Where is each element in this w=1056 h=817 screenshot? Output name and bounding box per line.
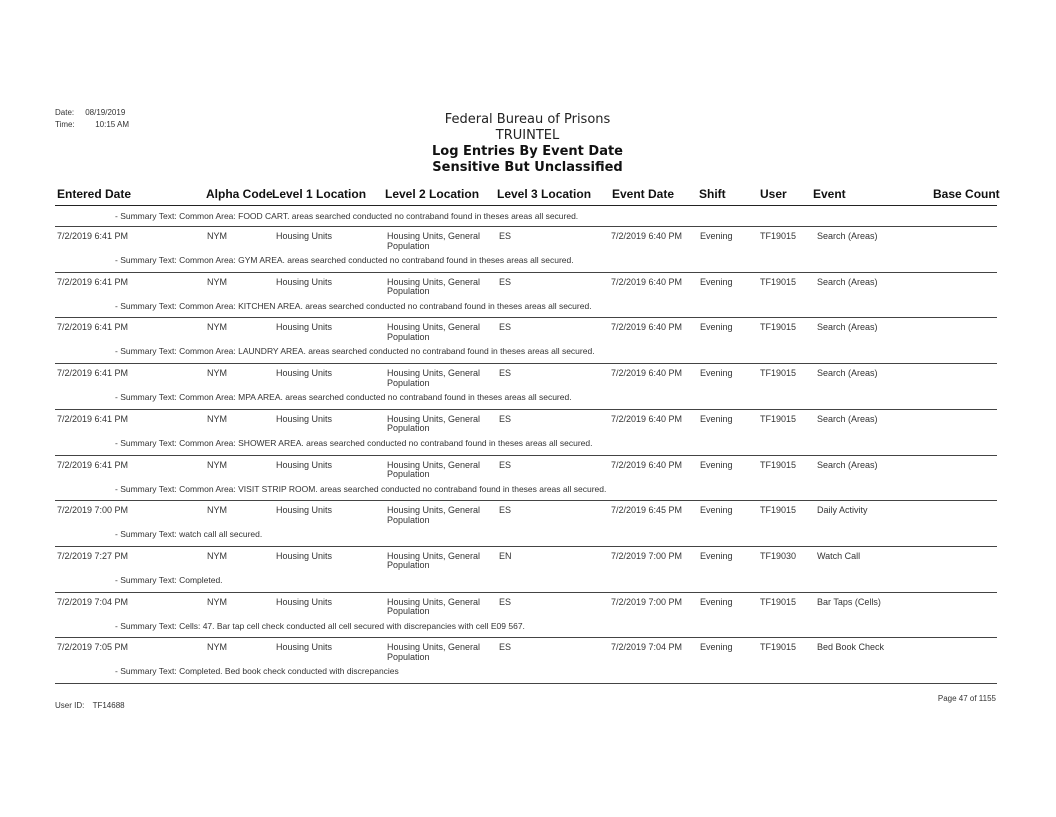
- shift-cell: Evening: [700, 322, 733, 333]
- column-header-row: [0, 187, 1056, 203]
- user-cell: TF19015: [760, 642, 797, 653]
- entered-date-cell: 7/2/2019 6:41 PM: [57, 459, 129, 470]
- user-id-value: TF14688: [92, 701, 125, 710]
- level3-cell: ES: [499, 596, 512, 607]
- event-date-cell: 7/2/2019 7:00 PM: [611, 596, 683, 607]
- user-cell: TF19015: [760, 368, 797, 379]
- shift-cell: Evening: [700, 413, 733, 424]
- summary-text: - Summary Text: Common Area: SHOWER AREA. areas searched conducted no contraband found in theses areas all secured.: [115, 437, 593, 448]
- level2-cell: Housing Units, General Population: [387, 231, 481, 251]
- alpha-code-cell: NYM: [207, 322, 227, 333]
- date-value: 08/19/2019: [85, 108, 126, 117]
- alpha-code-cell: NYM: [207, 276, 227, 287]
- level3-cell: ES: [499, 322, 512, 333]
- col-entered-date: Entered Date: [57, 187, 132, 201]
- entered-date-cell: 7/2/2019 6:41 PM: [57, 276, 129, 287]
- level1-cell: Housing Units: [276, 231, 333, 241]
- classification: Sensitive But Unclassified: [432, 160, 623, 175]
- alpha-code-cell: NYM: [207, 596, 227, 607]
- agency-name: Federal Bureau of Prisons: [444, 112, 611, 127]
- col-level1: Level 1 Location: [272, 187, 367, 201]
- alpha-code-cell: NYM: [207, 642, 227, 653]
- entered-date-cell: 7/2/2019 6:41 PM: [57, 322, 129, 333]
- level3-cell: ES: [499, 368, 512, 379]
- user-id-label: User ID:: [55, 701, 85, 710]
- col-alpha-code: Alpha Code: [206, 187, 273, 201]
- shift-cell: Evening: [700, 642, 733, 653]
- level2-cell: Housing Units, General Population: [387, 459, 481, 479]
- event-cell: Watch Call: [817, 550, 861, 561]
- event-date-cell: 7/2/2019 6:45 PM: [611, 505, 683, 516]
- row-divider: [55, 272, 997, 273]
- summary-text: - Summary Text: Common Area: GYM AREA. areas searched conducted no contraband found in theses areas all secured.: [115, 255, 574, 265]
- user-cell: TF19015: [760, 505, 797, 516]
- event-cell: Bar Taps (Cells): [817, 596, 881, 607]
- shift-cell: Evening: [700, 368, 733, 379]
- event-date-cell: 7/2/2019 6:40 PM: [611, 322, 683, 333]
- level3-cell: ES: [499, 505, 512, 516]
- user-cell: TF19015: [760, 596, 797, 607]
- footer-user: [55, 701, 125, 710]
- entered-date-cell: 7/2/2019 6:41 PM: [57, 231, 129, 241]
- time-label: Time:: [55, 120, 75, 129]
- col-event-date: Event Date: [612, 187, 675, 201]
- shift-cell: Evening: [700, 505, 733, 516]
- col-user: User: [760, 187, 787, 201]
- level3-cell: ES: [499, 642, 512, 653]
- event-cell: Search (Areas): [817, 322, 878, 333]
- summary-text: - Summary Text: Common Area: VISIT STRIP ROOM. areas searched conducted no contraband found in theses areas all secured.: [115, 483, 607, 494]
- row-divider: [55, 409, 997, 410]
- row-divider: [55, 455, 997, 456]
- summary-text: - Summary Text: Cells: 47. Bar tap cell check conducted all cell secured with discrepancies with cell E09 567.: [115, 620, 525, 631]
- event-cell: Search (Areas): [817, 276, 878, 287]
- event-cell: Search (Areas): [817, 459, 878, 470]
- entered-date-cell: 7/2/2019 7:27 PM: [57, 550, 129, 561]
- level2-cell: Housing Units, General Population: [387, 505, 481, 525]
- level1-cell: Housing Units: [276, 459, 333, 470]
- summary-text: - Summary Text: watch call all secured.: [115, 529, 263, 540]
- user-cell: TF19015: [760, 231, 797, 241]
- level1-cell: Housing Units: [276, 276, 333, 287]
- level1-cell: Housing Units: [276, 322, 333, 333]
- alpha-code-cell: NYM: [207, 368, 227, 379]
- alpha-code-cell: NYM: [207, 459, 227, 470]
- page-number: Page 47 of 1155: [937, 694, 996, 703]
- event-cell: Search (Areas): [817, 413, 878, 424]
- summary-text: - Summary Text: Common Area: LAUNDRY AREA. areas searched conducted no contraband found in theses areas all secured.: [115, 346, 595, 357]
- col-base-count: Base Count: [933, 187, 1000, 201]
- user-cell: TF19015: [760, 459, 797, 470]
- row-divider: [55, 592, 997, 593]
- event-date-cell: 7/2/2019 6:40 PM: [611, 459, 683, 470]
- report-date: [55, 108, 125, 117]
- row-divider: [55, 226, 997, 227]
- table-end-divider: [55, 683, 997, 684]
- entered-date-cell: 7/2/2019 7:04 PM: [57, 596, 129, 607]
- level3-cell: ES: [499, 276, 512, 287]
- shift-cell: Evening: [700, 231, 733, 241]
- row-divider: [55, 546, 997, 547]
- level2-cell: Housing Units, General Population: [387, 642, 481, 662]
- summary-text: - Summary Text: Common Area: FOOD CART. areas searched conducted no contraband found in theses areas all secured.: [115, 211, 579, 221]
- summary-text: - Summary Text: Completed.: [115, 574, 223, 585]
- level3-cell: ES: [499, 459, 512, 470]
- level1-cell: Housing Units: [276, 550, 333, 561]
- user-cell: TF19015: [760, 413, 797, 424]
- shift-cell: Evening: [700, 596, 733, 607]
- col-level3: Level 3 Location: [497, 187, 592, 201]
- alpha-code-cell: NYM: [207, 505, 227, 516]
- row-divider: [55, 637, 997, 638]
- level1-cell: Housing Units: [276, 596, 333, 607]
- system-name: TRUINTEL: [495, 128, 560, 143]
- entered-date-cell: 7/2/2019 6:41 PM: [57, 368, 129, 379]
- time-value: 10:15 AM: [95, 120, 130, 129]
- level2-cell: Housing Units, General Population: [387, 550, 481, 571]
- col-shift: Shift: [699, 187, 726, 201]
- event-cell: Search (Areas): [817, 231, 878, 241]
- level2-cell: Housing Units, General Population: [387, 413, 481, 434]
- header-divider: [55, 205, 997, 206]
- alpha-code-cell: NYM: [207, 231, 227, 241]
- event-cell: Daily Activity: [817, 505, 868, 516]
- entered-date-cell: 7/2/2019 6:41 PM: [57, 413, 129, 424]
- event-date-cell: 7/2/2019 6:40 PM: [611, 276, 683, 287]
- level2-cell: Housing Units, General Population: [387, 368, 481, 388]
- user-cell: TF19030: [760, 550, 797, 561]
- entered-date-cell: 7/2/2019 7:05 PM: [57, 642, 129, 653]
- report-title-block: [400, 112, 655, 176]
- summary-text: - Summary Text: Completed. Bed book check conducted with discrepancies: [115, 666, 399, 677]
- level1-cell: Housing Units: [276, 368, 333, 379]
- event-cell: Bed Book Check: [817, 642, 885, 653]
- date-label: Date:: [55, 108, 75, 117]
- row-divider: [55, 500, 997, 501]
- summary-text: - Summary Text: Common Area: MPA AREA. areas searched conducted no contraband found in theses areas all secured.: [115, 392, 572, 403]
- event-date-cell: 7/2/2019 6:40 PM: [611, 231, 683, 241]
- level2-cell: Housing Units, General Population: [387, 322, 481, 342]
- level1-cell: Housing Units: [276, 505, 333, 516]
- entered-date-cell: 7/2/2019 7:00 PM: [57, 505, 129, 516]
- col-event: Event: [813, 187, 846, 201]
- level2-cell: Housing Units, General Population: [387, 276, 481, 297]
- level3-cell: ES: [499, 413, 512, 424]
- report-name: Log Entries By Event Date: [431, 144, 623, 159]
- level3-cell: EN: [499, 550, 512, 561]
- alpha-code-cell: NYM: [207, 413, 227, 424]
- event-date-cell: 7/2/2019 6:40 PM: [611, 368, 683, 379]
- level1-cell: Housing Units: [276, 413, 333, 424]
- event-date-cell: 7/2/2019 7:00 PM: [611, 550, 683, 561]
- level2-cell: Housing Units, General Population: [387, 596, 481, 617]
- summary-text: - Summary Text: Common Area: KITCHEN AREA. areas searched conducted no contraband found in theses areas all secured.: [115, 300, 592, 311]
- shift-cell: Evening: [700, 550, 733, 561]
- user-cell: TF19015: [760, 276, 797, 287]
- report-time: [55, 120, 129, 129]
- alpha-code-cell: NYM: [207, 550, 227, 561]
- shift-cell: Evening: [700, 459, 733, 470]
- col-level2: Level 2 Location: [385, 187, 480, 201]
- event-date-cell: 7/2/2019 7:04 PM: [611, 642, 683, 653]
- event-cell: Search (Areas): [817, 368, 878, 379]
- level3-cell: ES: [499, 231, 512, 241]
- shift-cell: Evening: [700, 276, 733, 287]
- row-divider: [55, 317, 997, 318]
- event-date-cell: 7/2/2019 6:40 PM: [611, 413, 683, 424]
- row-divider: [55, 363, 997, 364]
- level1-cell: Housing Units: [276, 642, 333, 653]
- user-cell: TF19015: [760, 322, 797, 333]
